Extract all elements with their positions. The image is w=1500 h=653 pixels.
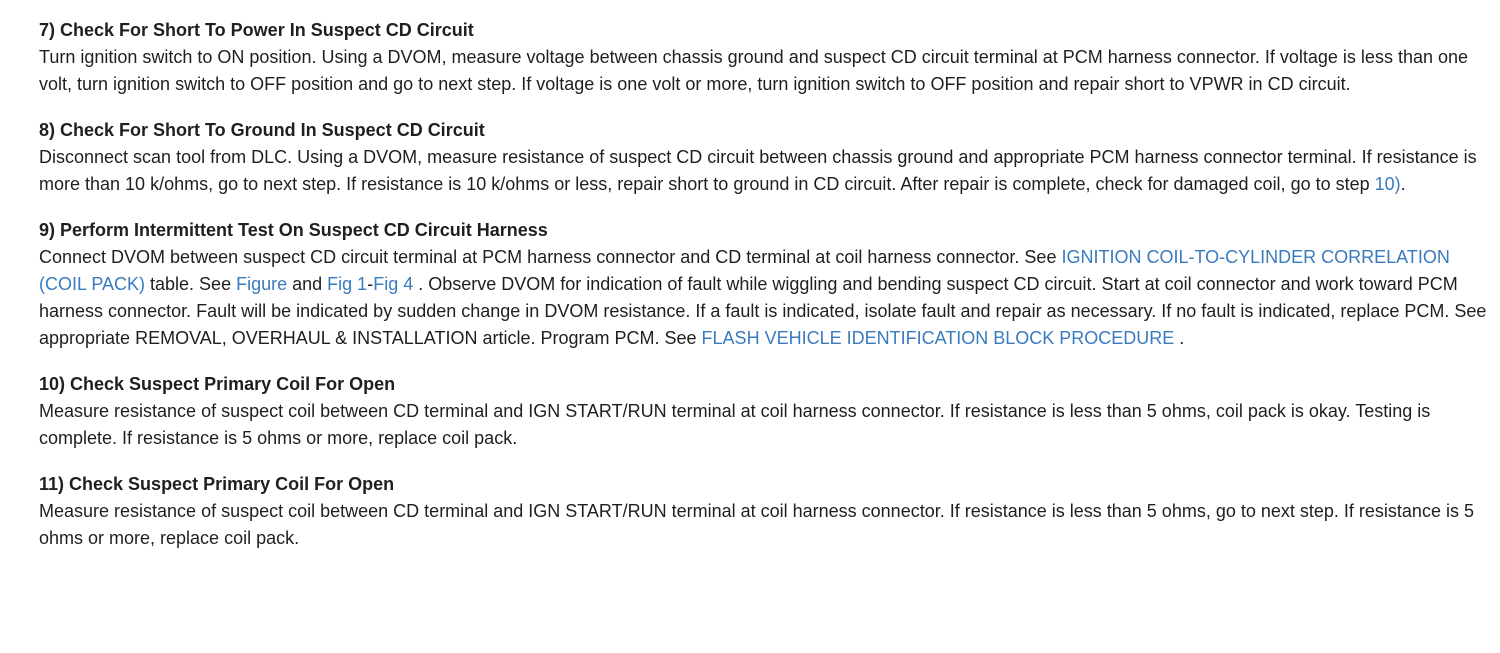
step-section [39, 471, 1489, 552]
body-text: Measure resistance of suspect coil between CD terminal and IGN START/RUN terminal at coil harness connector. If resistance is less than 5 ohms, coil pack is okay. Testing is complete. If resistance is 5 ohms or more, replace coil pack. [39, 401, 1431, 448]
body-text: table. See [145, 274, 237, 294]
step-10-link[interactable]: 10) [1374, 174, 1401, 194]
step-title: 10) Check Suspect Primary Coil For Open [39, 374, 396, 394]
body-text: - [367, 274, 374, 294]
step-title: 7) Check For Short To Power In Suspect CD Circuit [39, 20, 474, 40]
body-text: . [1400, 174, 1406, 194]
body-text: . [1174, 328, 1185, 348]
step-description [39, 144, 1489, 198]
fig-4-link[interactable]: Fig 4 [373, 274, 414, 294]
step-description [39, 498, 1489, 552]
procedure-content [39, 17, 1489, 571]
step-description [39, 398, 1489, 452]
step-title: 8) Check For Short To Ground In Suspect CD Circuit [39, 120, 485, 140]
body-text: Measure resistance of suspect coil between CD terminal and IGN START/RUN terminal at coil harness connector. If resistance is less than 5 ohms, go to next step. If resistance is 5 ohms or more, replace coil pack. [39, 501, 1474, 548]
body-text: and [287, 274, 328, 294]
step-description [39, 244, 1489, 352]
body-text: Disconnect scan tool from DLC. Using a DVOM, measure resistance of suspect CD circuit between chassis ground and appropriate PCM harness connector terminal. If resistance is more than 10 k/ohms, go to next step. If resistance is 10 k/ohms or less, repair short to ground in CD circuit. After repair is complete, check for damaged coil, go to step [39, 147, 1477, 194]
step-title: 11) Check Suspect Primary Coil For Open [39, 474, 395, 494]
body-text: Connect DVOM between suspect CD circuit terminal at PCM harness connector and CD terminal at coil harness connector. See [39, 247, 1062, 267]
step-section [39, 371, 1489, 452]
fig-1-link[interactable]: Fig 1 [327, 274, 368, 294]
flash-vid-procedure-link[interactable]: FLASH VEHICLE IDENTIFICATION BLOCK PROCEDURE [701, 328, 1175, 348]
step-section [39, 17, 1489, 98]
coil-correlation-link[interactable]: IGNITION COIL-TO-CYLINDER CORRELATION (COIL PACK) [39, 247, 1450, 294]
step-section [39, 117, 1489, 198]
body-text: . Observe DVOM for indication of fault while wiggling and bending suspect CD circuit. Start at coil connector and work toward PCM harness connector. Fault will be indicated by sudden change in DVOM resistance. If a fault is indicated, isolate fault and repair as necessary. If no fault is indicated, replace PCM. See appropriate REMOVAL, OVERHAUL & INSTALLATION article. Program PCM. See [39, 274, 1487, 348]
step-title: 9) Perform Intermittent Test On Suspect CD Circuit Harness [39, 220, 548, 240]
figure-link[interactable]: Figure [236, 274, 288, 294]
body-text: Turn ignition switch to ON position. Using a DVOM, measure voltage between chassis ground and suspect CD circuit terminal at PCM harness connector. If voltage is less than one volt, turn ignition switch to OFF position and go to next step. If voltage is one volt or more, turn ignition switch to OFF position and repair short to VPWR in CD circuit. [39, 47, 1469, 94]
step-description [39, 44, 1489, 98]
step-section [39, 217, 1489, 352]
